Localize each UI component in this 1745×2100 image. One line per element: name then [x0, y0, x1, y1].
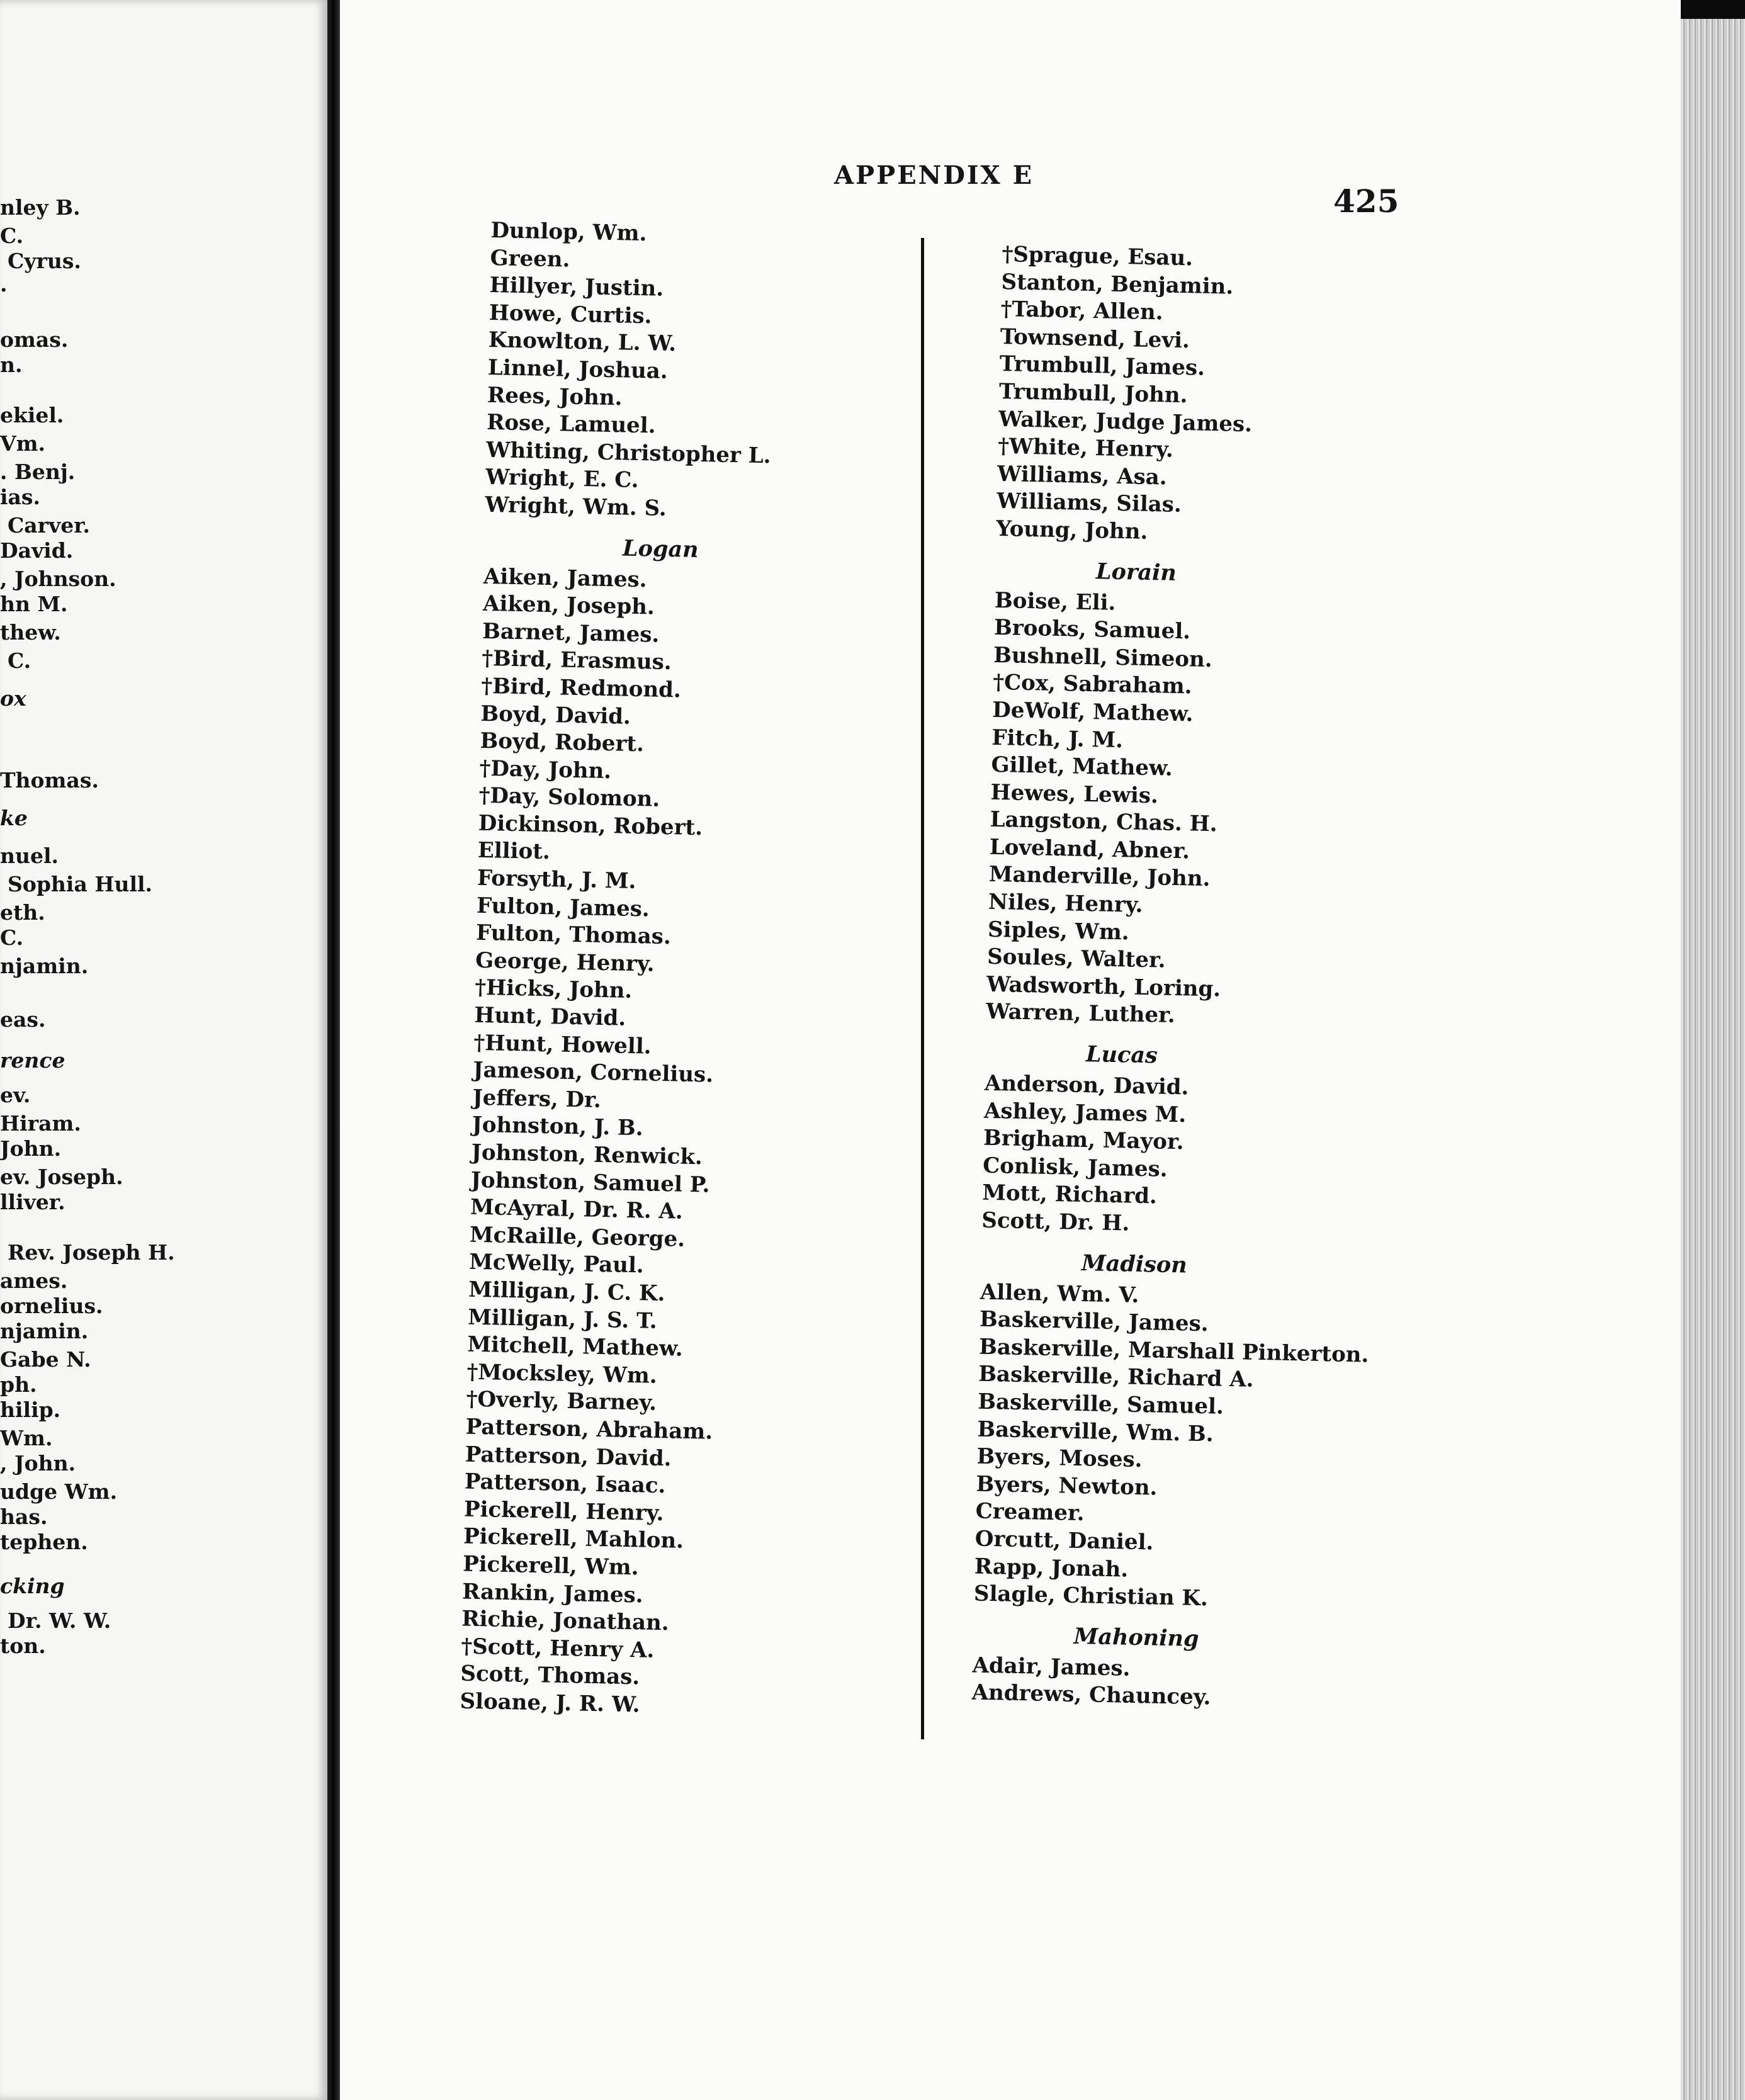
left-page-fragment: ke: [0, 806, 28, 830]
name-entry: †Sprague, Esau.: [1002, 241, 1194, 271]
left-page-fragment: C.: [0, 925, 24, 950]
name-entry: †Hunt, Howell.: [473, 1030, 652, 1059]
name-entry: Trumbull, James.: [999, 351, 1206, 381]
name-entry: †Day, Solomon.: [478, 783, 660, 813]
name-entry: Pickerell, Mahlon.: [463, 1523, 684, 1554]
name-entry: Boyd, Robert.: [480, 728, 645, 757]
name-entry: Baskerville, James.: [979, 1306, 1209, 1337]
name-entry: Boyd, David.: [480, 701, 631, 730]
name-entry: Hewes, Lewis.: [990, 779, 1159, 809]
name-entry: Patterson, Isaac.: [464, 1469, 666, 1499]
name-entry: Jeffers, Dr.: [472, 1085, 602, 1113]
name-entry: George, Henry.: [475, 947, 655, 977]
left-page-fragment: .: [0, 272, 8, 296]
left-page-fragment: ox: [0, 686, 26, 711]
name-entry: Fulton, Thomas.: [475, 920, 672, 950]
name-entry: Barnet, James.: [482, 618, 660, 648]
name-entry: Forsyth, J. M.: [477, 865, 636, 895]
name-entry: Scott, Dr. H.: [981, 1207, 1130, 1236]
left-page-fragment: rence: [0, 1048, 65, 1073]
left-page-fragment: Rev. Joseph H.: [8, 1240, 175, 1265]
name-entry: Baskerville, Wm. B.: [977, 1416, 1214, 1447]
name-entry: Warren, Luther.: [985, 999, 1176, 1029]
column-divider: [921, 238, 924, 1739]
name-entry: Sloane, J. R. W.: [460, 1688, 640, 1718]
name-entry: Baskerville, Richard A.: [978, 1361, 1254, 1393]
left-page: [0, 0, 327, 2100]
left-page-fragment: C.: [0, 223, 24, 248]
name-entry: †Mocksley, Wm.: [466, 1359, 658, 1389]
name-entry: Rapp, Jonah.: [974, 1554, 1129, 1583]
name-entry: Adair, James.: [972, 1652, 1131, 1681]
name-entry: Anderson, David.: [984, 1070, 1189, 1100]
county-heading: Logan: [622, 535, 699, 563]
left-page-fragment: ton.: [0, 1634, 46, 1658]
name-entry: Creamer.: [975, 1498, 1085, 1527]
name-entry: Milligan, J. C. K.: [468, 1277, 665, 1307]
name-entry: Byers, Newton.: [976, 1471, 1158, 1501]
name-entry: †Overly, Barney.: [466, 1386, 657, 1416]
left-page-fragment: tephen.: [0, 1530, 88, 1554]
left-page-fragment: , Johnson.: [0, 567, 116, 591]
name-entry: Soules, Walter.: [986, 944, 1166, 973]
name-entry: Walker, Judge James.: [998, 406, 1253, 437]
name-entry: Richie, Jonathan.: [461, 1606, 670, 1636]
left-page-fragment: eth.: [0, 900, 45, 925]
name-entry: Conlisk, James.: [982, 1153, 1168, 1182]
names-column-right: [971, 241, 1392, 1715]
name-entry: Hillyer, Justin.: [489, 273, 664, 302]
names-column-left: [460, 217, 881, 1724]
left-page-fragment: Vm.: [0, 431, 46, 456]
left-page-fragment: udge Wm.: [0, 1479, 118, 1504]
name-entry: Jameson, Cornelius.: [473, 1057, 714, 1088]
name-entry: Baskerville, Samuel.: [977, 1389, 1224, 1420]
left-page-fragment: ev. Joseph.: [0, 1165, 123, 1189]
name-entry: Bushnell, Simeon.: [993, 642, 1213, 672]
name-entry: DeWolf, Mathew.: [991, 697, 1194, 727]
left-page-fragment: hilip.: [0, 1397, 61, 1422]
left-page-fragment: omas.: [0, 327, 69, 352]
name-entry: Linnel, Joshua.: [487, 354, 669, 384]
name-entry: Johnston, J. B.: [472, 1112, 643, 1141]
name-entry: Rees, John.: [487, 382, 623, 410]
name-entry: Mott, Richard.: [981, 1180, 1158, 1209]
name-entry: Johnston, Renwick.: [471, 1139, 703, 1170]
name-entry: Slagle, Christian K.: [973, 1581, 1209, 1612]
county-heading: Madison: [1081, 1250, 1188, 1279]
left-page-fragment: , John.: [0, 1451, 76, 1476]
county-heading: Lucas: [1085, 1041, 1158, 1069]
name-entry: Boise, Eli.: [994, 587, 1116, 616]
left-page-fragment: Wm.: [0, 1426, 53, 1450]
name-entry: Patterson, Abraham.: [465, 1414, 713, 1445]
name-entry: Williams, Silas.: [996, 488, 1182, 518]
left-page-fragment: lliver.: [0, 1190, 65, 1214]
name-entry: Andrews, Chauncey.: [971, 1679, 1211, 1710]
name-entry: Langston, Chas. H.: [990, 807, 1218, 837]
left-page-fragment: Cyrus.: [8, 249, 81, 273]
name-entry: Stanton, Benjamin.: [1001, 269, 1234, 300]
name-entry: McRaille, George.: [469, 1222, 686, 1252]
left-page-fragment: ph.: [0, 1372, 37, 1397]
name-entry: Patterson, David.: [465, 1442, 672, 1471]
left-page-fragment: n.: [0, 353, 23, 377]
name-entry: Fitch, J. M.: [991, 725, 1124, 753]
left-page-fragment: Gabe N.: [0, 1347, 91, 1372]
left-page-fragment: hn M.: [0, 592, 68, 616]
left-page-fragment: ames.: [0, 1268, 68, 1293]
name-entry: Loveland, Abner.: [989, 834, 1190, 864]
county-heading: Mahoning: [1073, 1623, 1199, 1652]
name-entry: Rankin, James.: [461, 1579, 643, 1608]
name-entry: Knowlton, L. W.: [488, 327, 677, 357]
left-page-fragment: has.: [0, 1504, 48, 1529]
name-entry: †Bird, Erasmus.: [481, 646, 672, 675]
name-entry: Scott, Thomas.: [460, 1661, 640, 1690]
name-entry: Wright, E. C.: [485, 465, 639, 494]
name-entry: Niles, Henry.: [988, 889, 1143, 918]
left-page-fragment: cking: [0, 1574, 65, 1598]
name-entry: Dunlop, Wm.: [490, 217, 647, 247]
name-entry: Siples, Wm.: [987, 917, 1130, 946]
left-page-fragment: ekiel.: [0, 403, 64, 427]
name-entry: †Bird, Redmond.: [480, 673, 682, 703]
left-page-fragment: Hiram.: [0, 1111, 81, 1136]
left-page-fragment: C.: [8, 648, 31, 673]
name-entry: Young, John.: [996, 516, 1148, 545]
left-page-fragment: ias.: [0, 485, 40, 509]
page-header-title: APPENDIX E: [834, 161, 1034, 190]
name-entry: Mitchell, Mathew.: [467, 1331, 684, 1362]
name-entry: Gillet, Mathew.: [991, 752, 1173, 781]
name-entry: Townsend, Levi.: [1000, 324, 1190, 354]
name-entry: †White, Henry.: [997, 434, 1174, 463]
left-page-fragment: thew.: [0, 620, 61, 645]
left-page-fragment: . Benj.: [0, 460, 76, 484]
left-page-fragment: Dr. W. W.: [8, 1608, 111, 1633]
left-page-fragment: nuel.: [0, 844, 59, 868]
left-page-fragment: nley B.: [0, 195, 81, 220]
name-entry: Whiting, Christopher L.: [485, 437, 771, 469]
name-entry: †Cox, Sabraham.: [992, 670, 1192, 699]
name-entry: Green.: [490, 245, 570, 273]
name-entry: Fulton, James.: [476, 893, 650, 922]
name-entry: Ashley, James M.: [983, 1098, 1187, 1128]
name-entry: Elliot.: [477, 838, 551, 865]
name-entry: Howe, Curtis.: [488, 300, 652, 329]
name-entry: Baskerville, Marshall Pinkerton.: [978, 1334, 1369, 1368]
name-entry: Orcutt, Daniel.: [974, 1526, 1154, 1555]
name-entry: Rose, Lamuel.: [486, 410, 656, 439]
name-entry: Milligan, J. S. T.: [467, 1304, 658, 1334]
name-entry: †Scott, Henry A.: [461, 1634, 655, 1663]
name-entry: Wright, Wm. S.: [485, 492, 667, 521]
left-page-fragment: ornelius.: [0, 1294, 103, 1318]
name-entry: Johnston, Samuel P.: [470, 1167, 710, 1198]
left-page-fragment: njamin.: [0, 954, 89, 978]
name-entry: Wadsworth, Loring.: [986, 971, 1221, 1002]
name-entry: Brooks, Samuel.: [993, 614, 1191, 645]
name-entry: Trumbull, John.: [998, 378, 1188, 409]
book-gutter: [327, 0, 340, 2100]
name-entry: Dickinson, Robert.: [478, 810, 703, 841]
county-heading: Lorain: [1095, 558, 1177, 586]
name-entry: Pickerell, Henry.: [463, 1496, 664, 1526]
page-edges: [1681, 19, 1745, 2100]
name-entry: Pickerell, Wm.: [462, 1551, 639, 1581]
left-page-fragment: Thomas.: [0, 768, 99, 793]
name-entry: Aiken, Joseph.: [482, 590, 655, 620]
name-entry: Manderville, John.: [988, 862, 1211, 892]
left-page-fragment: David.: [0, 538, 74, 563]
left-page-fragment: Sophia Hull.: [8, 872, 153, 896]
name-entry: Williams, Asa.: [997, 461, 1168, 490]
name-entry: †Hicks, John.: [474, 975, 633, 1004]
left-page-fragment: ev.: [0, 1083, 31, 1107]
name-entry: McWelly, Paul.: [468, 1250, 645, 1279]
name-entry: Aiken, James.: [483, 563, 648, 592]
name-entry: †Tabor, Allen.: [1000, 296, 1163, 325]
left-page-fragment: Carver.: [8, 513, 91, 538]
name-entry: Allen, Wm. V.: [980, 1279, 1139, 1308]
name-entry: Brigham, Mayor.: [983, 1125, 1184, 1155]
name-entry: †Day, John.: [479, 755, 612, 784]
page-number: 425: [1333, 183, 1399, 220]
name-entry: Hunt, David.: [474, 1002, 626, 1031]
left-page-fragment: eas.: [0, 1007, 46, 1032]
name-entry: McAyral, Dr. R. A.: [470, 1194, 684, 1224]
name-entry: Byers, Moses.: [976, 1443, 1143, 1473]
left-page-fragment: njamin.: [0, 1319, 89, 1343]
left-page-fragment: John.: [0, 1136, 62, 1161]
